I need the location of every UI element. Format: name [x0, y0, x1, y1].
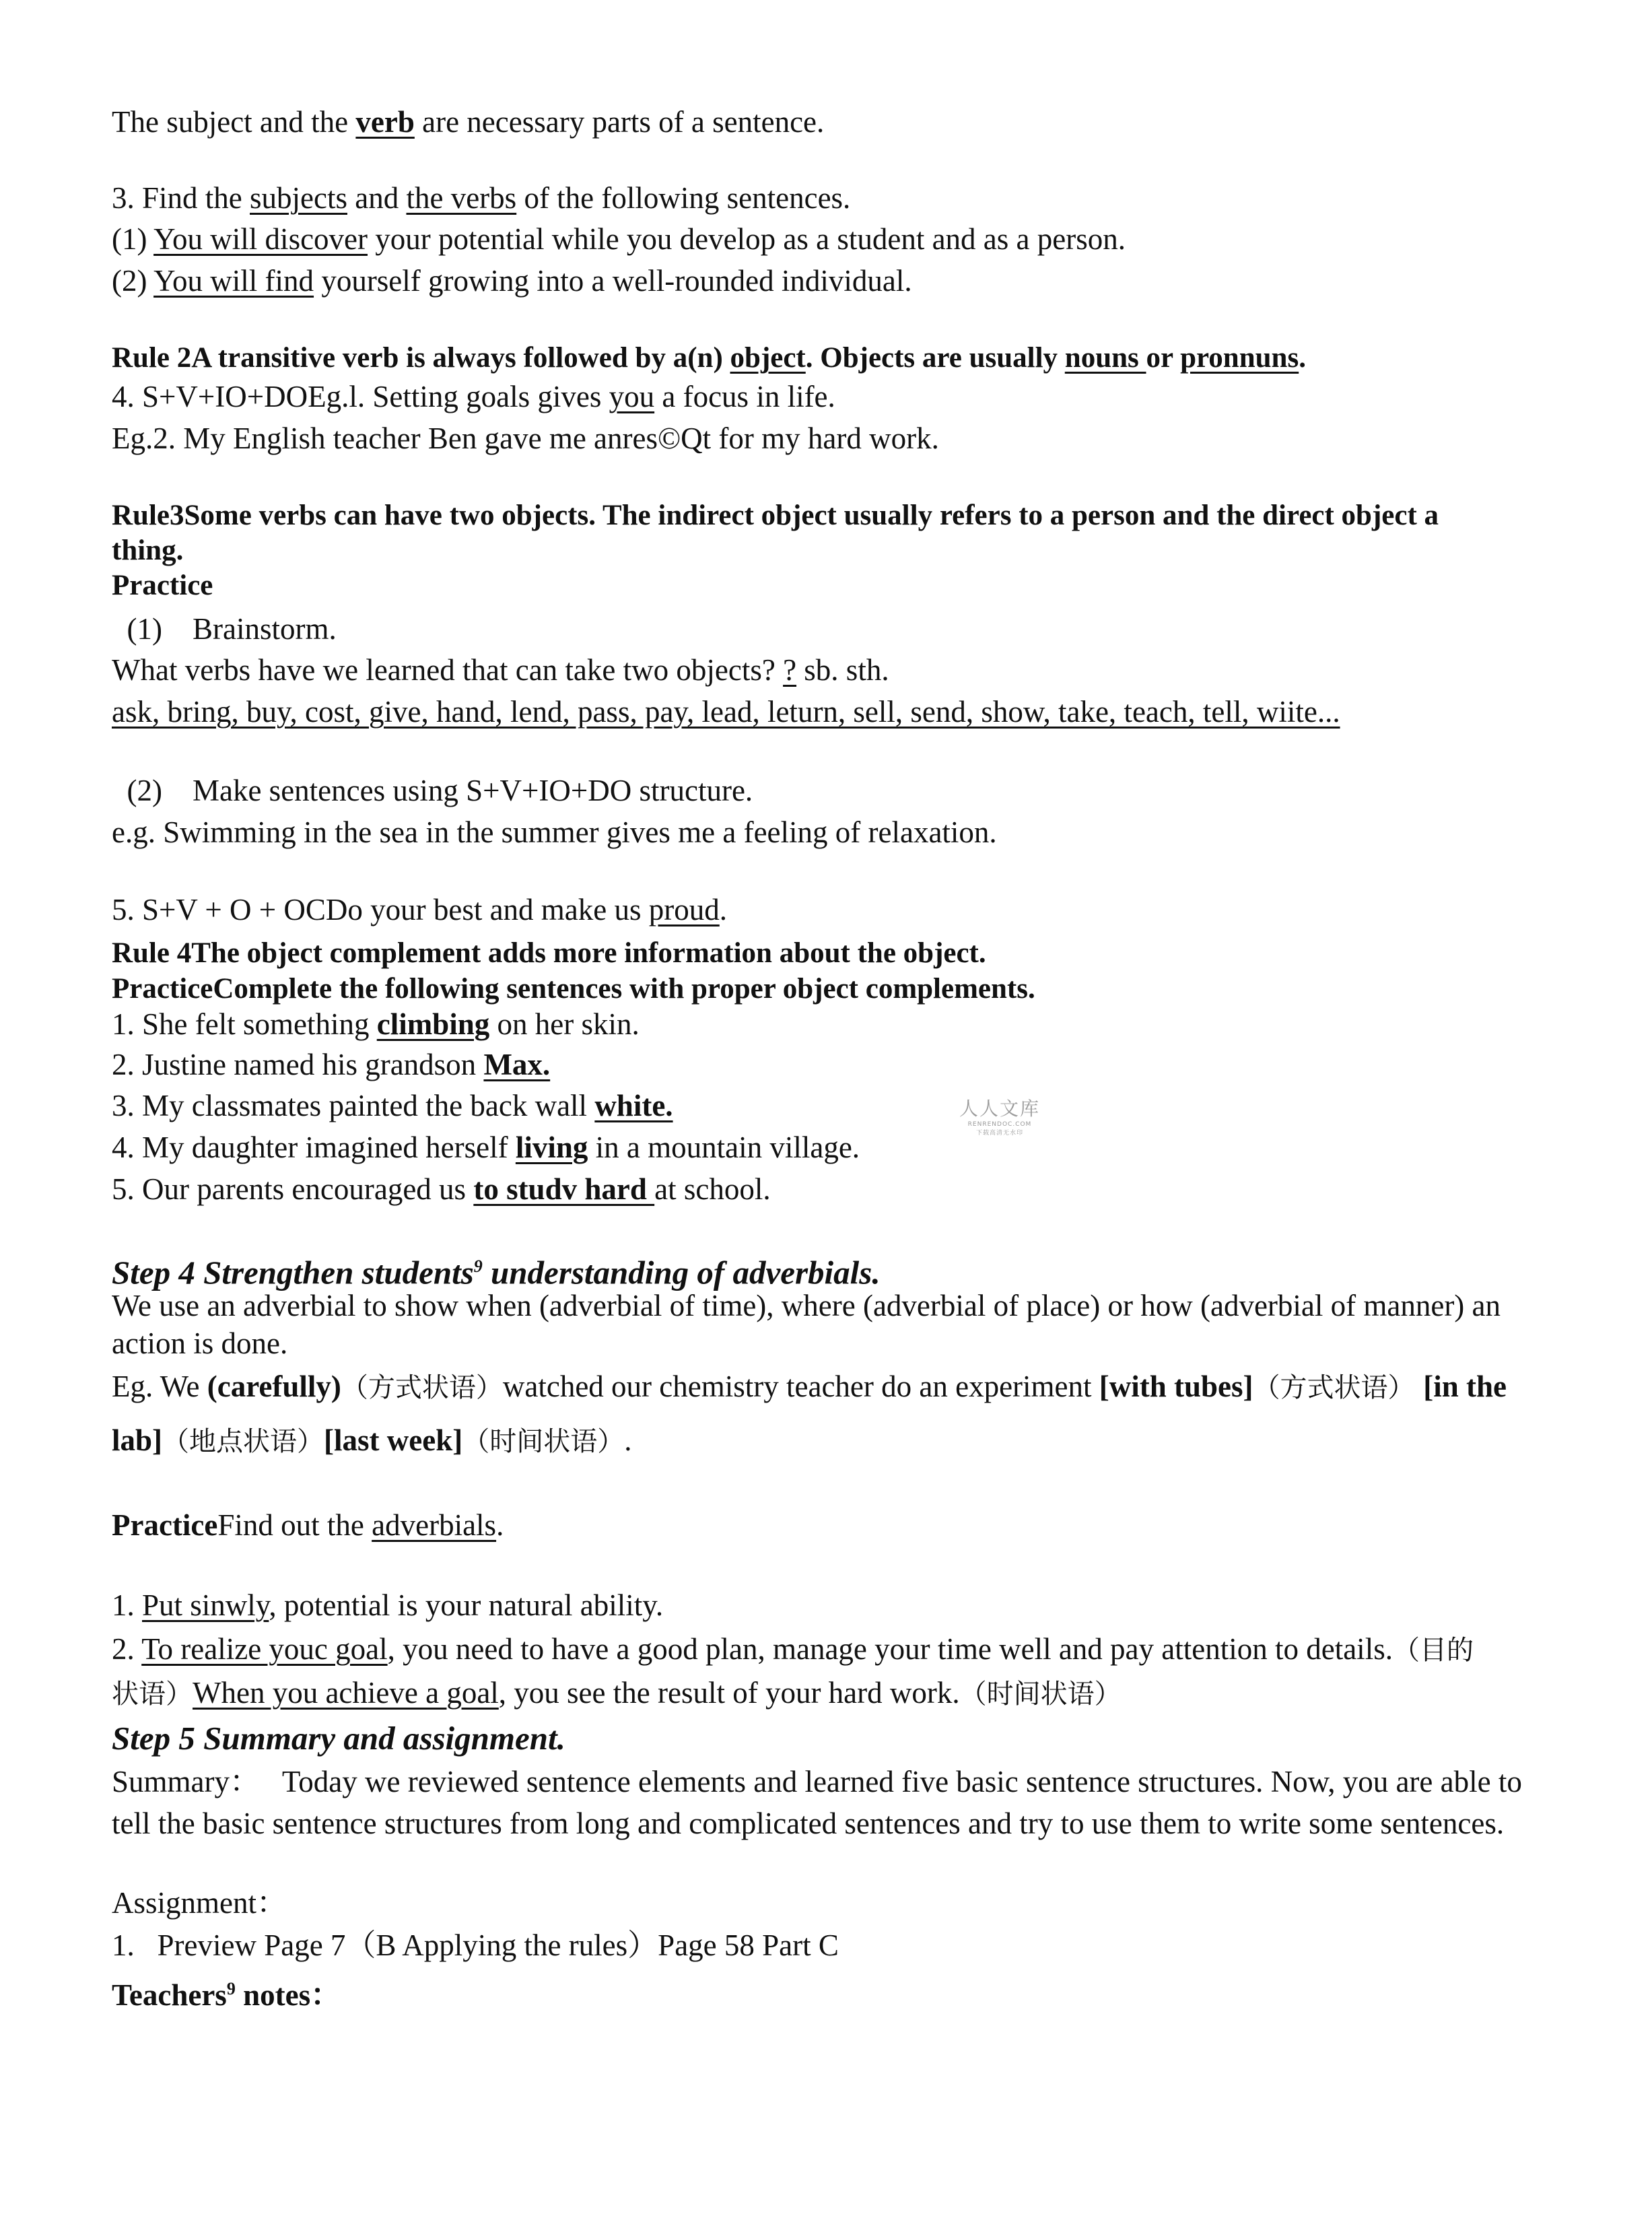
assignment-heading: Assignment： [112, 1886, 287, 1920]
underlined-text: You will discover [153, 222, 368, 256]
bold-text: [with tubes] [1099, 1370, 1253, 1403]
text: 5. S+V + O + OCDo your best and make us [112, 893, 649, 927]
answer: Max. [483, 1048, 551, 1081]
text: 1. [112, 1588, 142, 1622]
text: . Objects are usually [805, 342, 1065, 374]
underlined-text: When you achieve a goal [193, 1676, 499, 1710]
underlined-text: Put sinwly [142, 1588, 269, 1622]
text: . [1299, 342, 1306, 374]
text: your potential while you develop as a student and as a person. [368, 222, 1126, 256]
text: yourself growing into a well-rounded individual. [314, 264, 912, 298]
underlined-text: you [609, 380, 655, 413]
summary-line-1: Summary： Today we reviewed sentence elements and learned five basic sentence structures. Now, you are able to [112, 1765, 1522, 1798]
text: Teachers [112, 1978, 227, 2012]
text: . [496, 1508, 504, 1542]
item-5 [112, 890, 727, 929]
item-4 [112, 377, 835, 416]
brainstorm: (1) Brainstorm. [112, 612, 337, 646]
text: 3. My classmates painted the back wall [112, 1089, 595, 1122]
underlined-text: the verbs [406, 181, 517, 215]
question-two-objects [112, 650, 889, 689]
underlined-text: You will find [153, 264, 314, 298]
answer: living [515, 1131, 588, 1164]
bold-text: [last week] [324, 1423, 463, 1457]
underlined-text: subjects [250, 181, 347, 215]
complement-2 [112, 1045, 550, 1084]
underlined-text: adverbials [372, 1508, 497, 1542]
teachers-notes [112, 1970, 341, 2015]
make-sentences: (2) Make sentences using S+V+IO+DO structure. [112, 774, 753, 807]
text: and [347, 181, 407, 215]
text: in a mountain village. [588, 1131, 860, 1164]
superscript: 9 [226, 1979, 236, 1998]
cjk-note: （方式状语） [341, 1372, 503, 1403]
answer: white. [594, 1089, 673, 1122]
watermark-sub2: 下载高清无水印 [975, 1130, 1023, 1137]
practice-adverbials [112, 1506, 504, 1545]
text: a focus in life. [654, 380, 835, 413]
text: at school. [654, 1172, 771, 1206]
complement-5 [112, 1170, 771, 1209]
step-5-heading: Step 5 Summary and assignment. [112, 1720, 565, 1757]
text: , you see the result of your hard work. [498, 1676, 960, 1710]
cjk-note: （目的 [1392, 1635, 1474, 1666]
text: . [624, 1423, 632, 1457]
text: 1. She felt something [112, 1007, 377, 1041]
bold-text: (carefully) [207, 1370, 341, 1403]
text: What verbs have we learned that can take two objects? [112, 653, 784, 687]
adverbial-item-2-cont [112, 1673, 1122, 1714]
text: 2. [112, 1632, 142, 1666]
text: Step 4 Strengthen students [112, 1254, 474, 1291]
underlined-text: pronnuns [1180, 342, 1299, 374]
adverbial-definition-2: action is done. [112, 1326, 288, 1360]
cjk-note: （地点状语） [162, 1426, 324, 1457]
rule-4: Rule 4The object complement adds more information about the object. [112, 937, 986, 969]
verb-list: ask, bring, buy, cost, give, hand, lend, pass, pay, lead, leturn, sell, send, show, take, teach, tell, wiite... [112, 695, 1340, 729]
assignment-item-1: 1. Preview Page 7（B Applying the rules）Page 58 Part C [112, 1928, 839, 1962]
watermark-sub: RENRENDOC.COM [967, 1121, 1032, 1128]
underlined-text: proud [648, 893, 720, 927]
rule-2 [112, 339, 1306, 378]
text: 4. My daughter imagined herself [112, 1131, 516, 1164]
practice-complements: PracticeComplete the following sentences with proper object complements. [112, 973, 1035, 1005]
underlined-text: object [730, 342, 806, 374]
cjk-note: （方式状语） [1253, 1372, 1424, 1403]
complement-1 [112, 1005, 640, 1044]
bold-text: Practice [112, 1508, 218, 1542]
text: understanding of adverbials. [482, 1254, 881, 1291]
underlined-text: To realize youc goal [141, 1632, 388, 1666]
text: Eg. We [112, 1370, 207, 1403]
rule-3-line-2: thing. [112, 535, 184, 566]
text: 5. Our parents encouraged us [112, 1172, 474, 1206]
text: 2. Justine named his grandson [112, 1048, 484, 1081]
practice-heading: Practice [112, 570, 213, 601]
text: 3. Find the [112, 181, 250, 215]
text: notes： [235, 1978, 341, 2012]
watermark-main: 人人文库 [959, 1098, 1040, 1120]
bold-text: [in the [1423, 1370, 1507, 1403]
superscript: 9 [473, 1256, 483, 1276]
sentence-intro [112, 102, 824, 141]
watermark-logo [956, 1094, 1043, 1137]
text: . [719, 893, 728, 927]
text: The subject and the [112, 105, 356, 139]
adverbial-example-1 [112, 1367, 1507, 1407]
sentence-1 [112, 220, 1126, 259]
text: (1) [112, 222, 154, 256]
summary-line-2: tell the basic sentence structures from long and complicated sentences and try to use them to write some sentences. [112, 1807, 1505, 1840]
adverbial-item-1 [112, 1586, 663, 1625]
text: of the following sentences. [516, 181, 851, 215]
text: are necessary parts of a sentence. [414, 105, 825, 139]
adverbial-item-2 [112, 1629, 1474, 1670]
text: watched our chemistry teacher do an experiment [502, 1370, 1099, 1403]
underlined-text: nouns [1064, 342, 1146, 374]
complement-4 [112, 1128, 860, 1167]
text: sb. sth. [796, 653, 889, 687]
text: 4. S+V+IO+DOEg.l. Setting goals gives [112, 380, 609, 413]
answer: climbing [376, 1007, 490, 1041]
text: (2) [112, 264, 154, 298]
cjk-note: （时间状语） [959, 1679, 1122, 1710]
cjk-note: （时间状语） [462, 1426, 625, 1457]
text: or [1146, 342, 1181, 374]
bold-underlined-word: verb [355, 105, 415, 139]
answer: to studv hard [473, 1172, 655, 1206]
underlined-text: ? [783, 653, 797, 687]
text: Rule 2A transitive verb is always followed by a(n) [112, 342, 730, 374]
rule-3-line-1: Rule3Some verbs can have two objects. The indirect object usually refers to a person and the direct object a [112, 500, 1439, 531]
adverbial-definition-1: We use an adverbial to show when (adverbial of time), where (adverbial of place) or how (adverbial of manner) an [112, 1289, 1501, 1322]
task-3 [112, 178, 850, 217]
example-sentence: e.g. Swimming in the sea in the summer gives me a feeling of relaxation. [112, 815, 997, 849]
complement-3 [112, 1086, 673, 1125]
example-2: Eg.2. My English teacher Ben gave me anres©Qt for my hard work. [112, 422, 939, 455]
adverbial-example-2 [112, 1421, 631, 1461]
cjk-note: 状语） [112, 1679, 193, 1710]
text: Find out the [217, 1508, 372, 1542]
text: on her skin. [489, 1007, 640, 1041]
sentence-2 [112, 261, 912, 300]
text: , you need to have a good plan, manage your time well and pay attention to details. [387, 1632, 1393, 1666]
text: , potential is your natural ability. [269, 1588, 664, 1622]
bold-text: lab] [112, 1423, 163, 1457]
